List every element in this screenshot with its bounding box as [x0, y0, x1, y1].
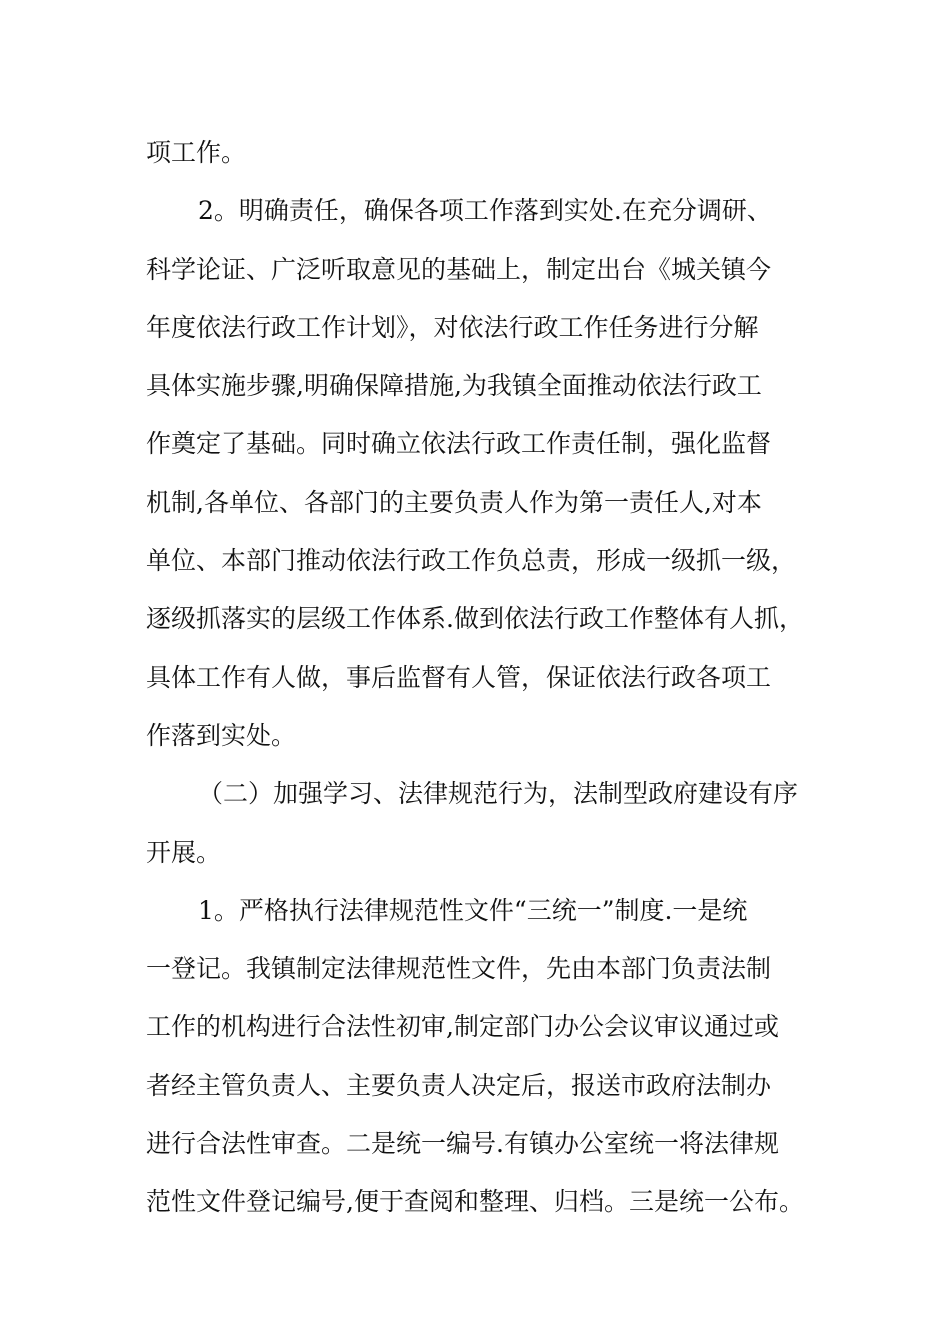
paragraph-start-line: 1。严格执行法律规范性文件“三统一”制度.一是统: [198, 895, 748, 925]
text-line: 项工作。: [146, 138, 247, 167]
text-line: 一登记。我镇制定法律规范性文件，先由本部门负责法制: [146, 954, 772, 984]
text-line: 工作的机构进行合法性初审,制定部门办公会议审议通过或: [146, 1012, 779, 1042]
paragraph-start-line: 2。明确责任，确保各项工作落到实处.在充分调研、: [198, 196, 772, 226]
text-line: 年度依法行政工作计划》，对依法行政工作任务进行分解: [146, 312, 759, 342]
text-line: 进行合法性审查。二是统一编号.有镇办公室统一将法律规: [146, 1129, 779, 1159]
document-body: [146, 124, 826, 1232]
text-line: 范性文件登记编号,便于查阅和整理、归档。三是统一公布。: [146, 1187, 804, 1217]
text-line: 单位、本部门推动依法行政工作负总责，形成一级抓一级，: [146, 546, 797, 576]
section-heading-continued: 开展。: [146, 837, 222, 867]
section-heading: （二）加强学习、法律规范行为，法制型政府建设有序: [198, 779, 799, 809]
text-line: 具体工作有人做，事后监督有人管，保证依法行政各项工: [146, 662, 772, 692]
text-line: 者经主管负责人、主要负责人决定后，报送市政府法制办: [146, 1070, 772, 1100]
text-line: 机制,各单位、各部门的主要负责人作为第一责任人,对本: [146, 487, 762, 517]
text-line: 作奠定了基础。同时确立依法行政工作责任制，强化监督: [146, 429, 772, 459]
text-line: 具体实施步骤,明确保障措施,为我镇全面推动依法行政工: [146, 371, 762, 401]
text-line: 科学论证、广泛听取意见的基础上，制定出台《城关镇今: [146, 254, 772, 284]
text-line: 作落到实处。: [146, 720, 297, 750]
text-line: 逐级抓落实的层级工作体系.做到依法行政工作整体有人抓，: [146, 604, 804, 634]
